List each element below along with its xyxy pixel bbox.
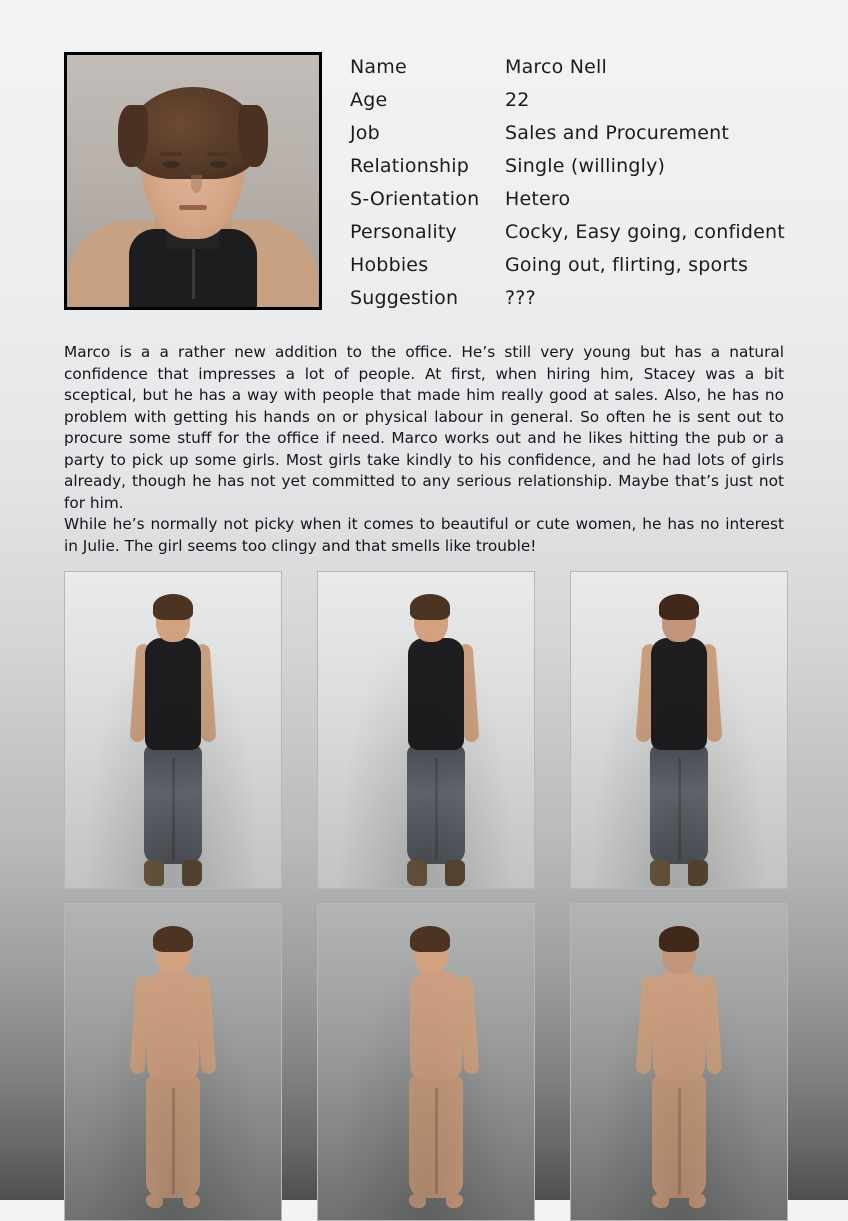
bio-paragraph-2: While he’s normally not picky when it comes to beautiful or cute women, he has no interest in Julie. The girl seems too clingy and that smells like trouble! bbox=[64, 515, 784, 555]
attribute-label: Age bbox=[350, 89, 388, 111]
boot-left bbox=[650, 860, 670, 886]
torso bbox=[653, 972, 705, 1080]
torso bbox=[408, 638, 464, 750]
nude-side-view[interactable] bbox=[317, 903, 535, 1221]
attribute-table bbox=[350, 52, 848, 320]
attribute-row-personality bbox=[350, 221, 848, 254]
attribute-value-age: 22 bbox=[505, 89, 530, 111]
attribute-value-personality: Cocky, Easy going, confident bbox=[505, 221, 785, 243]
torso bbox=[651, 638, 707, 750]
legs bbox=[652, 1074, 706, 1198]
attribute-row-age bbox=[350, 89, 848, 122]
hair bbox=[410, 594, 450, 620]
attribute-label: Job bbox=[350, 122, 380, 144]
hair bbox=[410, 926, 450, 952]
foot-left bbox=[652, 1194, 669, 1208]
portrait-eyebrow-right bbox=[207, 152, 229, 156]
attribute-row-hobbies bbox=[350, 254, 848, 287]
attribute-row-name bbox=[350, 56, 848, 89]
clothed-front-view[interactable] bbox=[64, 571, 282, 889]
clothed-side-view[interactable] bbox=[317, 571, 535, 889]
character-gallery bbox=[0, 571, 848, 1221]
attribute-row-relationship bbox=[350, 155, 848, 188]
attribute-label: Hobbies bbox=[350, 254, 429, 276]
attribute-row-job bbox=[350, 122, 848, 155]
hair bbox=[659, 926, 699, 952]
portrait-nose bbox=[191, 175, 202, 193]
foot-right bbox=[689, 1194, 706, 1208]
foot-right bbox=[446, 1194, 463, 1208]
torso bbox=[145, 638, 201, 750]
bio-paragraph-1: Marco is a a rather new addition to the office. He’s still very young but has a natural confidence that impresses a lot of people. At first, when hiring him, Stacey was a bit sceptical, but he has a way with people that made him really good at sales. Also, he has no problem with getting his hands on or physical labour in general. So often he is sent out to procure some stuff for the office if need. Marco works out and he likes hitting the pub or a party to pick up some girls. Most girls take kindly to his confidence, and he had lots of girls already, though he has not yet committed to any serious relationship. Maybe that’s just not for him. bbox=[64, 343, 784, 512]
foot-left bbox=[409, 1194, 426, 1208]
legs bbox=[650, 744, 708, 864]
boot-left bbox=[407, 860, 427, 886]
portrait-eyebrow-left bbox=[160, 152, 182, 156]
legs bbox=[409, 1074, 463, 1198]
attribute-label: Suggestion bbox=[350, 287, 459, 309]
nude-front-view[interactable] bbox=[64, 903, 282, 1221]
attribute-value-name: Marco Nell bbox=[505, 56, 608, 78]
attribute-value-orientation: Hetero bbox=[505, 188, 571, 210]
boot-left bbox=[144, 860, 164, 886]
torso bbox=[147, 972, 199, 1080]
attribute-label: Name bbox=[350, 56, 407, 78]
torso bbox=[410, 972, 462, 1080]
legs bbox=[144, 744, 202, 864]
portrait-eye-right bbox=[210, 161, 227, 168]
legs bbox=[407, 744, 465, 864]
portrait-frame bbox=[64, 52, 322, 310]
portrait-eye-left bbox=[163, 161, 180, 168]
attribute-value-relationship: Single (willingly) bbox=[505, 155, 666, 177]
foot-left bbox=[146, 1194, 163, 1208]
hair bbox=[153, 594, 193, 620]
attribute-label: S-Orientation bbox=[350, 188, 480, 210]
attribute-value-hobbies: Going out, flirting, sports bbox=[505, 254, 749, 276]
attribute-label: Personality bbox=[350, 221, 457, 243]
attribute-row-orientation bbox=[350, 188, 848, 221]
boot-right bbox=[445, 860, 465, 886]
attribute-value-job: Sales and Procurement bbox=[505, 122, 729, 144]
nude-back-view[interactable] bbox=[570, 903, 788, 1221]
hair bbox=[153, 926, 193, 952]
clothed-back-view[interactable] bbox=[570, 571, 788, 889]
attribute-label: Relationship bbox=[350, 155, 470, 177]
attribute-row-suggestion bbox=[350, 287, 848, 320]
legs bbox=[146, 1074, 200, 1198]
hair bbox=[659, 594, 699, 620]
portrait-mouth bbox=[179, 205, 207, 210]
profile-header bbox=[0, 0, 848, 320]
character-bio bbox=[64, 342, 784, 557]
boot-right bbox=[182, 860, 202, 886]
boot-right bbox=[688, 860, 708, 886]
foot-right bbox=[183, 1194, 200, 1208]
attribute-value-suggestion: ??? bbox=[505, 287, 536, 309]
